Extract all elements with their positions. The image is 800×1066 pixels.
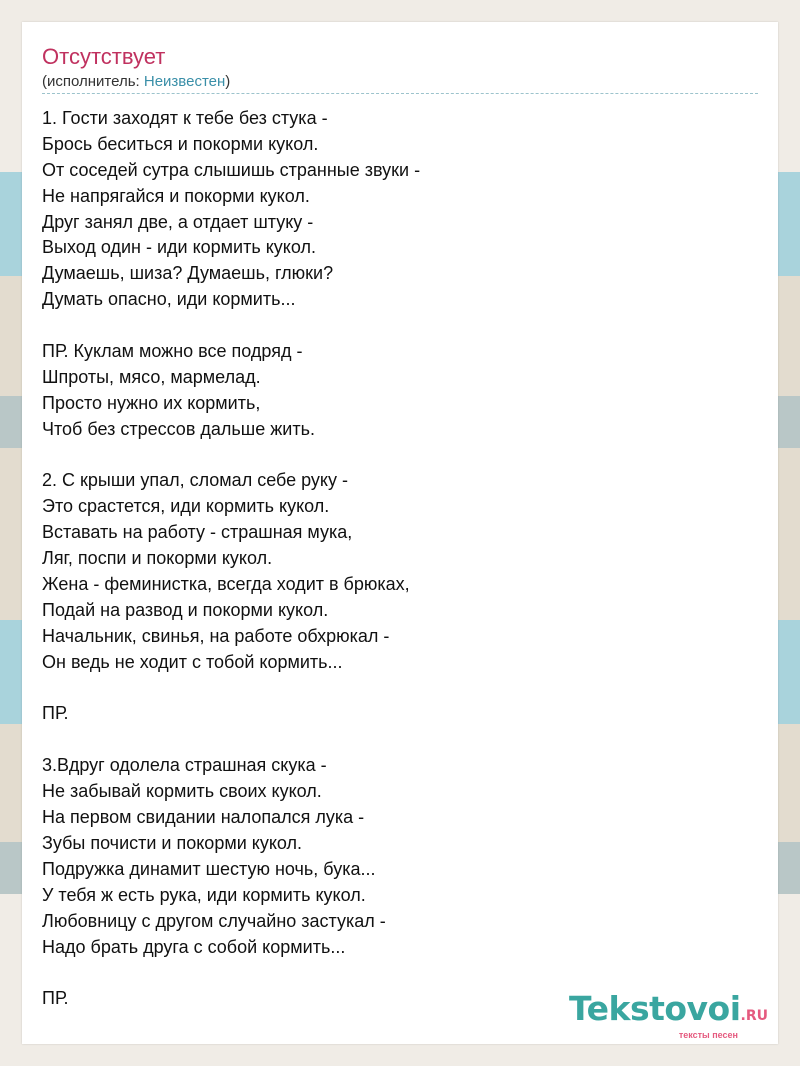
lyric-line: 3.Вдруг одолела страшная скука - — [42, 755, 327, 776]
blank-line — [42, 676, 758, 702]
lyric-line: Чтоб без стрессов дальше жить. — [42, 418, 315, 439]
lyric-line: Ляг, поспи и покорми кукол. — [42, 548, 273, 569]
lyric-line: Подай на развод и покорми кукол. — [42, 599, 329, 620]
lyric-line: Шпроты, мясо, мармелад. — [42, 366, 261, 387]
lyric-line: Подружка динамит шестую ночь, бука... — [42, 858, 376, 879]
artist-link[interactable]: Неизвестен — [143, 73, 226, 90]
lyric-line: 1. Гости заходят к тебе без стука - — [42, 108, 328, 128]
lyrics-text — [42, 106, 758, 1012]
logo-name: Tekstovoi — [568, 989, 741, 1028]
blank-line — [42, 960, 758, 986]
logo-tld: .RU — [740, 1008, 768, 1024]
lyric-line: Вставать на работу - страшная мука, — [42, 522, 353, 543]
lyric-line: ПР. Куклам можно все подряд - — [42, 341, 303, 362]
lyric-line: Друг занял две, а отдает штуку - — [42, 211, 314, 232]
lyric-line: ПР. — [42, 988, 69, 1009]
lyrics-card — [22, 22, 778, 1044]
blank-line — [42, 313, 758, 339]
lyric-line: Выход один - иди кормить кукол. — [42, 237, 317, 258]
lyric-line: Жена - феминистка, всегда ходит в брюках, — [42, 574, 410, 595]
blank-line — [42, 443, 758, 469]
lyric-line: Просто нужно их кормить, — [42, 392, 261, 413]
blank-line — [42, 727, 758, 753]
song-title: Отсутствует — [42, 44, 166, 69]
lyric-line: Думаешь, шиза? Думаешь, глюки? — [42, 263, 334, 284]
artist-suffix: ) — [225, 73, 231, 90]
artist-line — [42, 73, 230, 91]
lyric-line: У тебя ж есть рука, иди кормить кукол. — [42, 884, 366, 905]
lyric-line: Не забывай кормить своих кукол. — [42, 781, 322, 802]
logo-tagline: тексты песен — [678, 1030, 738, 1040]
divider — [42, 93, 758, 94]
lyric-line: 2. С крыши упал, сломал себе руку - — [42, 470, 349, 491]
lyric-line: Зубы почисти и покорми кукол. — [42, 832, 303, 853]
lyric-line: Не напрягайся и покорми кукол. — [42, 185, 310, 206]
site-logo[interactable] — [569, 991, 768, 1040]
lyric-line: Думать опасно, иди кормить... — [42, 289, 296, 310]
lyric-line: От соседей сутра слышишь странные звуки - — [42, 159, 421, 180]
lyric-line: На первом свидании налопался лука - — [42, 807, 365, 828]
lyric-line: Он ведь не ходит с тобой кормить... — [42, 651, 343, 672]
lyric-line: ПР. — [42, 703, 69, 724]
lyric-line: Любовницу с другом случайно застукал - — [42, 910, 386, 931]
lyric-line: Брось беситься и покорми кукол. — [42, 133, 319, 154]
lyric-line: Надо брать друга с собой кормить... — [42, 936, 346, 957]
lyric-line: Это срастется, иди кормить кукол. — [42, 496, 330, 517]
lyric-line: Начальник, свинья, на работе обхрюкал - — [42, 625, 390, 646]
artist-prefix: (исполнитель: — [42, 73, 144, 90]
